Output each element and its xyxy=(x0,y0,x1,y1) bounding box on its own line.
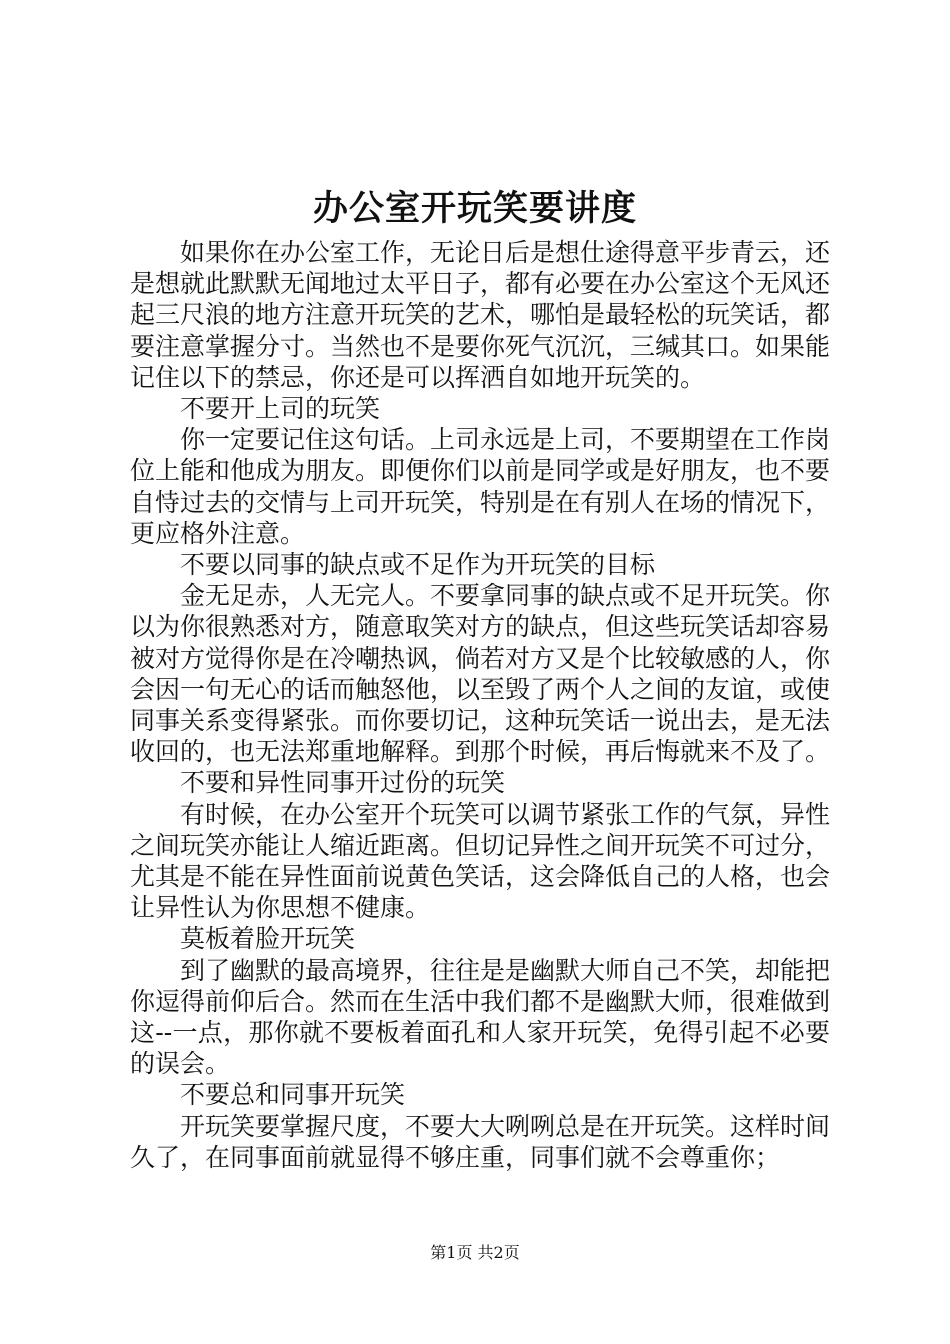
section-heading: 不要总和同事开玩笑 xyxy=(180,1080,406,1110)
section-heading: 不要和异性同事开过份的玩笑 xyxy=(180,768,506,798)
page-footer: 第1页 共2页 xyxy=(430,1243,520,1262)
document-body xyxy=(130,237,830,1173)
body-paragraph: 有时候，在办公室开个玩笑可以调节紧张工作的气氛，异性之间玩笑亦能让人缩近距离。但切记异性之间开玩笑不可过分，尤其是不能在异性面前说黄色笑话，这会降低自己的人格，也会让异性认为你思想不健康。 xyxy=(130,799,831,923)
body-paragraph: 金无足赤，人无完人。不要拿同事的缺点或不足开玩笑。你以为你很熟悉对方，随意取笑对方的缺点，但这些玩笑话却容易被对方觉得你是在冷嘲热讽，倘若对方又是个比较敏感的人，你会因一句无心的话而触怒他，以至毁了两个人之间的友谊，或使同事关系变得紧张。而你要切记，这种玩笑话一说出去，是无法收回的，也无法郑重地解释。到那个时候，再后悔就来不及了。 xyxy=(130,581,831,767)
body-paragraph: 你一定要记住这句话。上司永远是上司，不要期望在工作岗位上能和他成为朋友。即便你们以前是同学或是好朋友，也不要自恃过去的交情与上司开玩笑，特别是在有别人在场的情况下，更应格外注意。 xyxy=(130,425,831,548)
document-title: 办公室开玩笑要讲度 xyxy=(312,188,637,229)
section-heading: 不要开上司的玩笑 xyxy=(180,394,381,424)
section-heading: 莫板着脸开玩笑 xyxy=(180,924,356,954)
intro-paragraph: 如果你在办公室工作，无论日后是想仕途得意平步青云，还是想就此默默无闻地过太平日子，都有必要在办公室这个无风还起三尺浪的地方注意开玩笑的艺术，哪怕是最轻松的玩笑话，都要注意掌握分寸。当然也不是要你死气沉沉，三缄其口。如果能记住以下的禁忌，你还是可以挥洒自如地开玩笑的。 xyxy=(130,238,831,392)
body-paragraph: 开玩笑要掌握尺度，不要大大咧咧总是在开玩笑。这样时间久了，在同事面前就显得不够庄重，同事们就不会尊重你； xyxy=(130,1111,831,1172)
body-paragraph: 到了幽默的最高境界，往往是是幽默大师自己不笑，却能把你逗得前仰后合。然而在生活中我们都不是幽默大师，很难做到这--一点，那你就不要板着面孔和人家开玩笑，免得引起不必要的误会。 xyxy=(130,955,831,1079)
section-heading: 不要以同事的缺点或不足作为开玩笑的目标 xyxy=(180,550,656,580)
